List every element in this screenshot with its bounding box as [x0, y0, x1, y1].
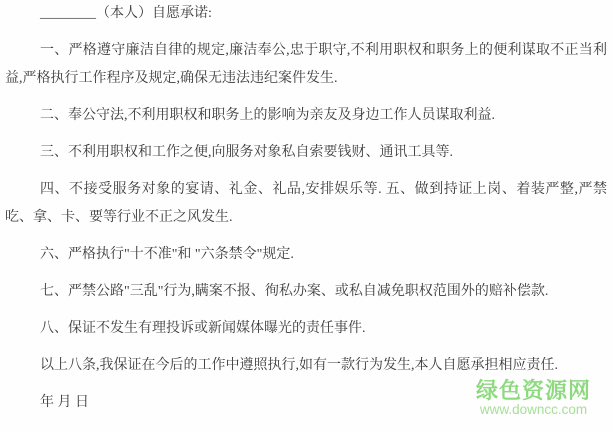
paragraph-8: 八、保证不发生有理投诉或新闻媒体曝光的责任事件.: [40, 321, 366, 336]
document-title-line: ________（本人）自愿承诺:: [40, 6, 212, 21]
watermark-site-name: 绿色资源网: [475, 378, 591, 403]
paragraph-3: 三、不利用职权和工作之便,向服务对象私自索要钱财、通讯工具等.: [40, 145, 453, 160]
paragraph-6: 六、严格执行"十不准"和 "六条禁令"规定.: [40, 247, 294, 262]
paragraph-7: 七、严禁公路"三乱"行为,瞒案不报、徇私办案、或私自减免职权范围外的赔补偿款.: [40, 284, 549, 299]
closing-statement: 以上八条,我保证在今后的工作中遵照执行,如有一款行为发生,本人自愿承担相应责任.: [40, 358, 558, 373]
paragraph-2: 二、奉公守法,不利用职权和职务上的影响为亲友及身边工作人员谋取利益.: [40, 108, 495, 123]
paragraph-4-5: 四、不接受服务对象的宴请、礼金、礼品,安排娱乐等. 五、做到持证上岗、着装严整,严禁吃、拿、卡、要等行业不正之风发生.: [5, 182, 607, 225]
date-line: 年 月 日: [40, 395, 89, 410]
paragraph-1: 一、严格遵守廉洁自律的规定,廉洁奉公,忠于职守,不利用职权和职务上的便利谋取不正当利益,严格执行工作程序及规定,确保无违法违纪案件发生.: [5, 43, 607, 86]
watermark-site-url: www.downcc.com: [479, 402, 588, 417]
